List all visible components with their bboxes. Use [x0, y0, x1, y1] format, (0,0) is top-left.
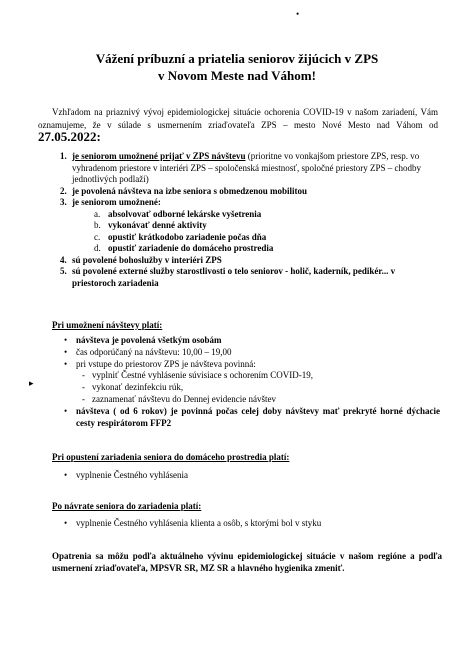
- list-item-text: je povolená návšteva na izbe seniora s obmedzenou mobilitou: [72, 185, 308, 196]
- list-number: 5.: [60, 266, 67, 276]
- list-item-text: je seniorom umožnené:: [72, 197, 161, 207]
- bullet-text: vyplnenie Čestného vyhlásenia klienta a osôb, s ktorými bol v styku: [76, 518, 322, 528]
- sub-list-item: [72, 220, 440, 232]
- sub-list-letter: d.: [94, 243, 101, 253]
- scan-mark: ▸: [29, 378, 34, 388]
- closing-notice: Opatrenia sa môžu podľa aktuálneho vývinu epidemiologickej situácie v našom regióne a podľa usmernení zriaďovateľa, MPSVR SR, MZ SR a hlavného hygienika zmeniť.: [52, 551, 442, 573]
- sub-list-item: [72, 209, 440, 221]
- bullet-item: [64, 359, 440, 406]
- sub-list-text: absolvovať odborné lekárske vyšetrenia: [108, 208, 262, 219]
- leaving-list: [64, 470, 440, 482]
- sub-list: [72, 209, 440, 255]
- bullet-icon: •: [64, 470, 68, 480]
- list-item-text: (prioritne vo vonkajšom priestore ZPS, resp. vo vyhradenom priestore v interiéri ZPS – spoločenská miestnosť, spoločné priestory ZPS – chodby jednotlivých podlaží): [72, 151, 422, 184]
- bullet-icon: •: [64, 335, 68, 345]
- bullet-text: návšteva je povolená všetkým osobám: [76, 335, 222, 345]
- title-line-2: v Novom Meste nad Váhom!: [158, 68, 316, 83]
- sub-list-item: [72, 243, 440, 255]
- list-item: [60, 151, 440, 186]
- sub-list-text: opustiť zariadenie do domáceho prostredia: [108, 243, 274, 253]
- bullet-icon: •: [64, 358, 68, 369]
- list-item-text: sú povolené externé služby starostlivosti o telo seniorov - holič, kaderník, pedikér... v priestoroch zariadenia: [72, 266, 396, 288]
- dash-item: [76, 394, 440, 406]
- scan-mark: •: [296, 9, 300, 19]
- bullet-item: [64, 518, 440, 530]
- bullet-item: [64, 347, 440, 359]
- sub-list-letter: b.: [94, 220, 101, 230]
- bullet-item: [64, 470, 440, 482]
- bullet-text: návšteva ( od 6 rokov) je povinná počas celej doby návštevy mať prekryté horné dýchacie cesty respirátorom FFP2: [76, 405, 440, 428]
- section-heading-leaving: Pri opustení zariadenia seniora do domáceho prostredia platí:: [52, 452, 290, 462]
- bullet-item: [64, 406, 440, 430]
- measures-list: [60, 151, 440, 289]
- title-line-1: Vážení príbuzní a priatelia seniorov žijúcich v ZPS: [95, 51, 379, 66]
- bullet-text: vyplnenie Čestného vyhlásenia: [76, 470, 188, 480]
- list-item-bold: je seniorom umožnené prijať v ZPS návštevu: [72, 151, 246, 161]
- returning-list: [64, 518, 440, 530]
- dash-item: [76, 370, 440, 382]
- list-number: 3.: [60, 197, 67, 207]
- list-item: [60, 266, 440, 289]
- list-number: 1.: [60, 151, 67, 161]
- dash-text: vykonať dezinfekciu rúk,: [92, 382, 184, 393]
- list-item: [60, 197, 440, 255]
- dash-list: [76, 370, 440, 405]
- bullet-text: čas odporúčaný na návštevu: 10,00 – 19,00: [76, 346, 232, 357]
- sub-list-text: opustiť krátkodobo zariadenie počas dňa: [108, 231, 267, 242]
- sub-list-text: vykonávať denné aktivity: [108, 220, 207, 230]
- list-item: [60, 186, 440, 198]
- sub-list-letter: c.: [94, 231, 101, 242]
- intro-paragraph: [38, 106, 438, 145]
- sub-list-item: [72, 232, 440, 244]
- list-number: 4.: [60, 254, 67, 265]
- bullet-item: [64, 335, 440, 347]
- page-title: [40, 50, 434, 84]
- effective-date: 27.05.2022:: [38, 129, 101, 144]
- visits-list: [64, 335, 440, 429]
- bullet-text: pri vstupe do priestorov ZPS je návšteva povinná:: [76, 358, 256, 369]
- dash-item: [76, 382, 440, 394]
- section-heading-returning: Po návrate seniora do zariadenia platí:: [52, 501, 202, 511]
- dash-icon: -: [82, 370, 85, 381]
- bullet-icon: •: [64, 346, 68, 357]
- dash-text: vyplniť Čestné vyhlásenie súvisiace s ochorením COVID-19,: [92, 370, 314, 381]
- bullet-icon: •: [64, 518, 68, 528]
- dash-icon: -: [82, 393, 85, 404]
- list-number: 2.: [60, 185, 67, 196]
- list-item-text: sú povolené bohoslužby v interiéri ZPS: [72, 254, 222, 265]
- section-heading-visits: Pri umožnení návštevy platí:: [52, 320, 163, 330]
- dash-text: zaznamenať návštevu do Dennej evidencie návštev: [92, 393, 277, 404]
- list-item: [60, 255, 440, 267]
- sub-list-letter: a.: [94, 208, 101, 219]
- dash-icon: -: [82, 382, 85, 393]
- bullet-icon: •: [64, 405, 68, 416]
- intro-text: Vzhľadom na priaznivý vývoj epidemiologickej situácie ochorenia COVID-19 v našom zariadení, Vám oznamujeme, že v súlade s usmernením zriaďovateľa ZPS – mesto Nové Mesto nad Váhom od: [38, 107, 438, 130]
